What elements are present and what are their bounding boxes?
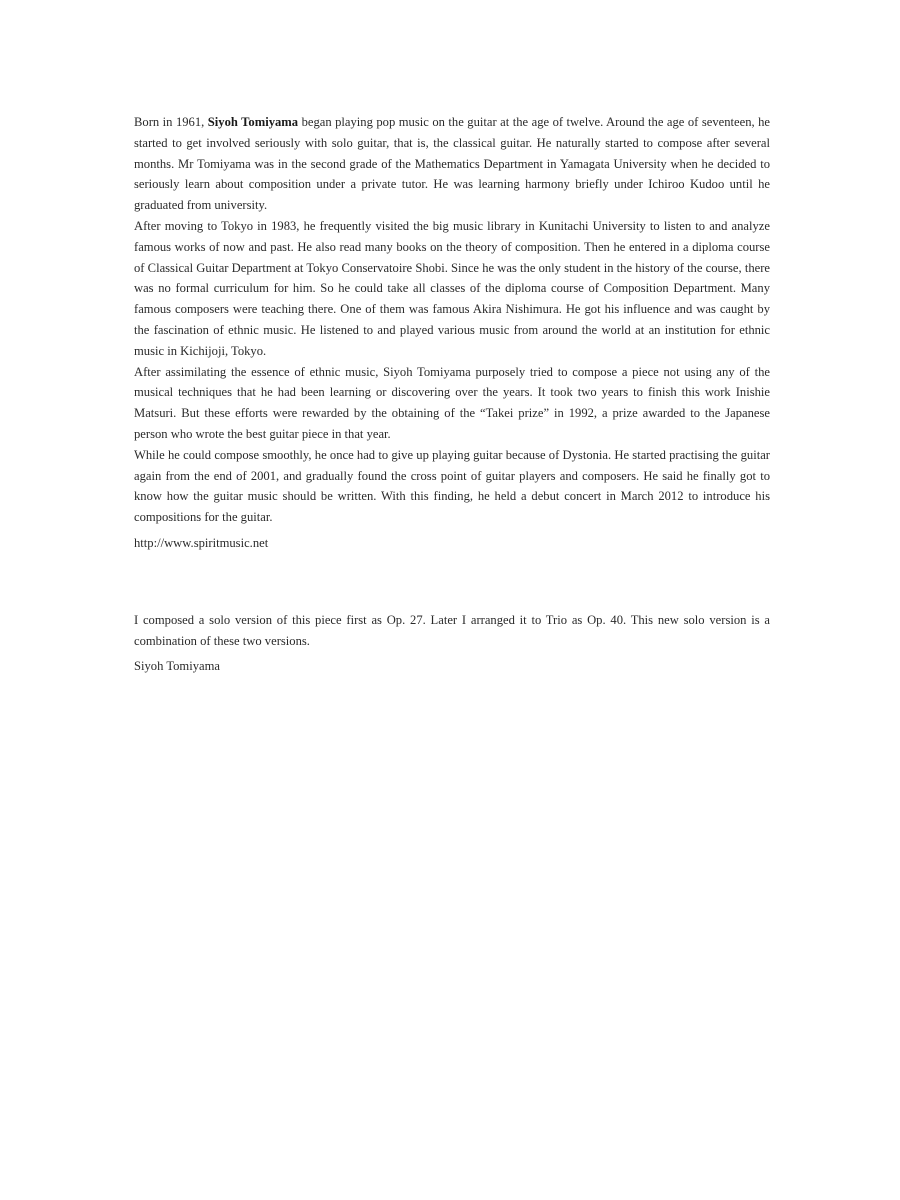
biography-paragraph-2: After moving to Tokyo in 1983, he frequently visited the big music library in Kunitachi University to listen to and analyze famous works of now and past. He also read many books on the theory of composition. Then he entered in a diploma course of Classical Guitar Department at Tokyo Conservatoire Shobi. Since he was the only student in the history of the course, there was no formal curriculum for him. So he could take all classes of the diploma course of Composition Department. Many famous composers were teaching there. One of them was famous Akira Nishimura. He got his influence and was caught by the fascination of ethnic music. He listened to and played various music from around the world at an institution for ethnic music in Kichijoji, Tokyo. <box>134 218 770 358</box>
biography-text: began playing pop music on the guitar at the age of twelve. Around the age of seventeen, he started to get involved seriously with solo guitar, that is, the classical guitar. He naturally started to compose after several months. Mr Tomiyama was in the second grade of the Mathematics Department in Yamagata University when he decided to seriously learn about composition under a private tutor. He was learning harmony briefly under Ichiroo Kudoo until he graduated from university. <box>134 115 771 213</box>
website-link[interactable]: http://www.spiritmusic.net <box>134 535 269 550</box>
biography-paragraph-3: After assimilating the essence of ethnic music, Siyoh Tomiyama purposely tried to compose a piece not using any of the musical techniques that he had been learning or discovering over the years. It took two years to finish this work Inishie Matsuri. But these efforts were rewarded by the obtaining of the “Takei prize” in 1992, a prize awarded to the Japanese person who wrote the best guitar piece in that year. <box>134 364 770 441</box>
biography-intro: Born in 1961, <box>134 115 208 129</box>
composer-signature: Siyoh Tomiyama <box>134 659 220 674</box>
biography-paragraph-4: While he could compose smoothly, he once had to give up playing guitar because of Dystonia. He started practising the guitar again from the end of 2001, and gradually found the cross point of guitar players and composers. He said he finally got to know how the guitar music should be written. With this finding, he held a debut concert in March 2012 to introduce his compositions for the guitar. <box>134 447 770 525</box>
document-page <box>134 112 770 677</box>
composer-name: Siyoh Tomiyama <box>207 115 299 129</box>
composer-note: I composed a solo version of this piece first as Op. 27. Later I arranged it to Trio as Op. 40. This new solo version is a combination of these two versions. <box>134 612 770 648</box>
biography-paragraph-1 <box>134 112 770 216</box>
